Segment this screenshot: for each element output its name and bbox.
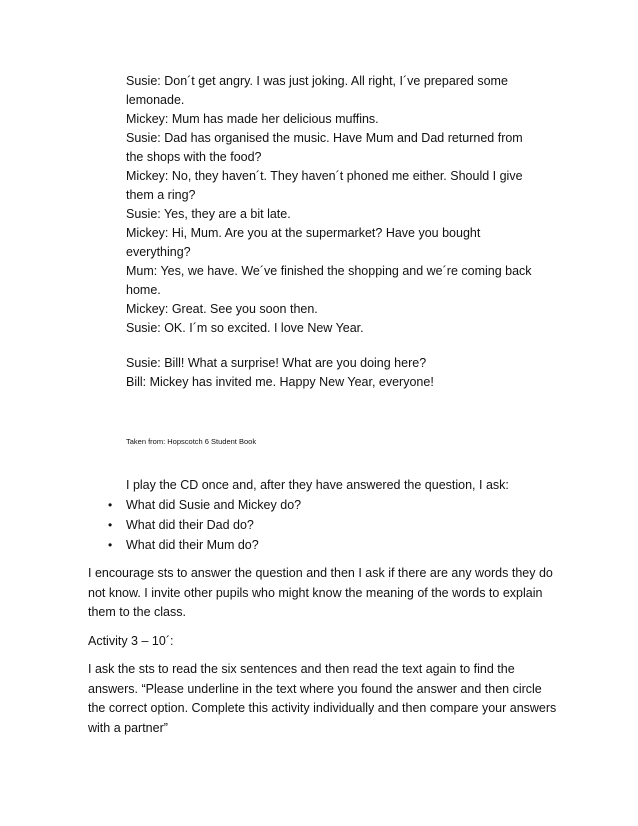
paragraph: I encourage sts to answer the question and then I ask if there are any words they do not know. I invite other pupils who might know the meaning of the words to explain them to the class. <box>88 566 553 619</box>
list-item <box>108 535 301 555</box>
list-item <box>108 495 301 515</box>
dialogue-block <box>126 72 546 392</box>
question-text: What did their Mum do? <box>126 538 259 552</box>
dialogue-line: home. <box>126 283 161 297</box>
dialogue-line: lemonade. <box>126 93 185 107</box>
dialogue-line: the shops with the food? <box>126 150 262 164</box>
dialogue-line: Bill: Mickey has invited me. Happy New Year, everyone! <box>126 375 434 389</box>
dialogue-line: Mickey: Great. See you soon then. <box>126 302 318 316</box>
dialogue-line: Mickey: Hi, Mum. Are you at the supermarket? Have you bought <box>126 226 481 240</box>
bullet-icon: • <box>108 518 113 532</box>
dialogue-line: Mum: Yes, we have. We´ve finished the shopping and we´re coming back <box>126 264 532 278</box>
dialogue-line: everything? <box>126 245 191 259</box>
dialogue-line: Mickey: No, they haven´t. They haven´t phoned me either. Should I give <box>126 169 523 183</box>
question-list <box>108 495 301 555</box>
paragraph: I ask the sts to read the six sentences and then read the text again to find the answers. “Please underline in the text where you found the answer and then circle the correct option. Complete this activity individually and then compare your answers with a partner” <box>88 662 557 735</box>
dialogue-line: Susie: Yes, they are a bit late. <box>126 207 291 221</box>
bullet-icon: • <box>108 538 113 552</box>
question-text: What did Susie and Mickey do? <box>126 498 302 512</box>
dialogue-line: Susie: Don´t get angry. I was just joking. All right, I´ve prepared some <box>126 74 508 88</box>
dialogue-line: Susie: Bill! What a surprise! What are you doing here? <box>126 356 427 370</box>
question-text: What did their Dad do? <box>126 518 254 532</box>
source-note: Taken from: Hopscotch 6 Student Book <box>126 437 257 446</box>
bullet-icon: • <box>108 498 113 512</box>
dialogue-line: Susie: Dad has organised the music. Have Mum and Dad returned from <box>126 131 523 145</box>
list-item <box>108 515 301 535</box>
intro-text: I play the CD once and, after they have answered the question, I ask: <box>126 478 509 492</box>
dialogue-line: Susie: OK. I´m so excited. I love New Year. <box>126 321 364 335</box>
dialogue-line: them a ring? <box>126 188 196 202</box>
dialogue-line: Mickey: Mum has made her delicious muffins. <box>126 112 379 126</box>
activity-heading: Activity 3 – 10´: <box>88 634 174 648</box>
dialogue-spacer <box>126 338 546 354</box>
